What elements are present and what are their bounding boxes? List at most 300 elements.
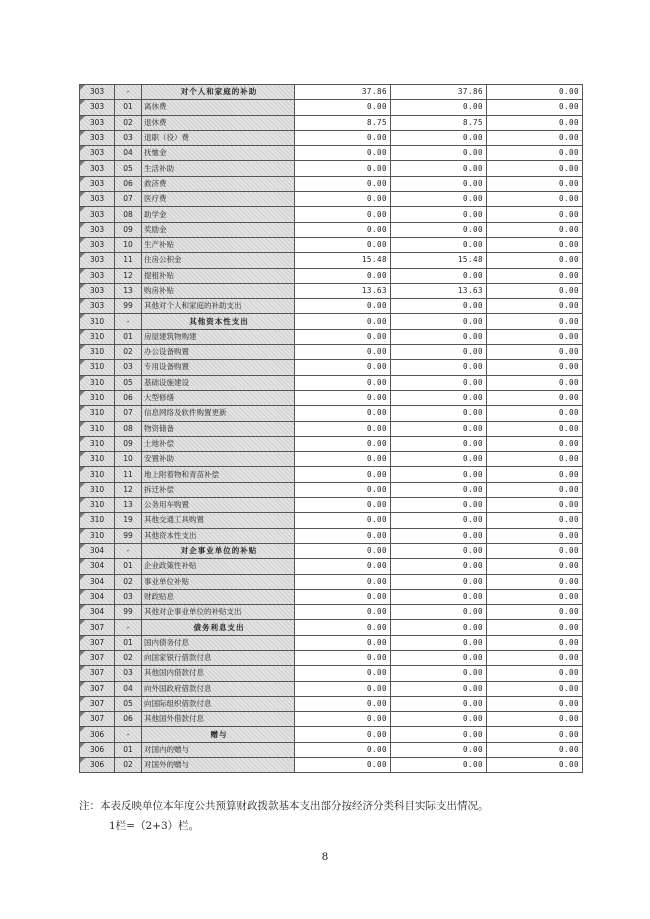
cell-personnel: 0.00 <box>391 237 487 252</box>
cell-total: 0.00 <box>295 528 391 543</box>
page-number: 8 <box>321 851 329 863</box>
cell-item-name: 生产补贴 <box>142 237 295 252</box>
cell-subcode: 04 <box>115 681 142 696</box>
cell-public: 0.00 <box>487 253 583 268</box>
cell-subcode: 01 <box>115 742 142 757</box>
cell-subcode: 03 <box>115 666 142 681</box>
table-row <box>80 467 583 482</box>
cell-public: 0.00 <box>487 543 583 558</box>
cell-personnel: 0.00 <box>391 742 487 757</box>
table-row <box>80 390 583 405</box>
cell-subcode: 09 <box>115 222 142 237</box>
cell-personnel: 0.00 <box>391 681 487 696</box>
cell-public: 0.00 <box>487 161 583 176</box>
cell-personnel: 15.48 <box>391 253 487 268</box>
cell-item-name: 对企事业单位的补贴 <box>142 543 295 558</box>
cell-subcode: - <box>115 543 142 558</box>
cell-code: 304 <box>80 543 115 558</box>
cell-total: 15.48 <box>295 253 391 268</box>
cell-code: 310 <box>80 329 115 344</box>
table-row <box>80 605 583 620</box>
cell-item-name: 离休费 <box>142 100 295 115</box>
cell-personnel: 0.00 <box>391 559 487 574</box>
cell-personnel: 0.00 <box>391 146 487 161</box>
cell-public: 0.00 <box>487 467 583 482</box>
cell-subcode: 06 <box>115 712 142 727</box>
cell-personnel: 0.00 <box>391 406 487 421</box>
cell-public: 0.00 <box>487 605 583 620</box>
cell-subcode: 02 <box>115 574 142 589</box>
cell-public: 0.00 <box>487 696 583 711</box>
table-row <box>80 176 583 191</box>
table-row <box>80 406 583 421</box>
table-row <box>80 115 583 130</box>
table-row <box>80 635 583 650</box>
table-row <box>80 222 583 237</box>
cell-personnel: 37.86 <box>391 85 487 100</box>
table-row <box>80 436 583 451</box>
cell-personnel: 0.00 <box>391 650 487 665</box>
cell-subcode: - <box>115 85 142 100</box>
table-row <box>80 498 583 513</box>
cell-personnel: 0.00 <box>391 574 487 589</box>
cell-item-name: 赠与 <box>142 727 295 742</box>
cell-total: 0.00 <box>295 176 391 191</box>
table-row <box>80 161 583 176</box>
cell-total: 0.00 <box>295 161 391 176</box>
cell-code: 303 <box>80 115 115 130</box>
cell-item-name: 财政贴息 <box>142 589 295 604</box>
table-row <box>80 146 583 161</box>
cell-personnel: 0.00 <box>391 329 487 344</box>
cell-code: 303 <box>80 130 115 145</box>
cell-total: 0.00 <box>295 345 391 360</box>
cell-item-name: 其他国外借款付息 <box>142 712 295 727</box>
cell-subcode: 03 <box>115 589 142 604</box>
table-row <box>80 589 583 604</box>
cell-code: 310 <box>80 436 115 451</box>
cell-public: 0.00 <box>487 589 583 604</box>
cell-personnel: 0.00 <box>391 176 487 191</box>
cell-item-name: 国内债务付息 <box>142 635 295 650</box>
cell-public: 0.00 <box>487 314 583 329</box>
cell-personnel: 0.00 <box>391 192 487 207</box>
cell-public: 0.00 <box>487 115 583 130</box>
cell-personnel: 0.00 <box>391 268 487 283</box>
table-row <box>80 559 583 574</box>
cell-code: 304 <box>80 589 115 604</box>
table-group-row <box>80 314 583 329</box>
cell-code: 303 <box>80 207 115 222</box>
cell-public: 0.00 <box>487 390 583 405</box>
cell-code: 306 <box>80 758 115 773</box>
cell-code: 307 <box>80 712 115 727</box>
cell-public: 0.00 <box>487 513 583 528</box>
cell-total: 0.00 <box>295 574 391 589</box>
cell-personnel: 0.00 <box>391 727 487 742</box>
cell-subcode: - <box>115 727 142 742</box>
cell-item-name: 其他资本性支出 <box>142 528 295 543</box>
cell-item-name: 对个人和家庭的补助 <box>142 85 295 100</box>
cell-public: 0.00 <box>487 100 583 115</box>
cell-subcode: 13 <box>115 283 142 298</box>
cell-subcode: 10 <box>115 237 142 252</box>
cell-subcode: 03 <box>115 130 142 145</box>
cell-item-name: 债务利息支出 <box>142 620 295 635</box>
cell-public: 0.00 <box>487 222 583 237</box>
cell-public: 0.00 <box>487 345 583 360</box>
table-row <box>80 650 583 665</box>
cell-total: 0.00 <box>295 559 391 574</box>
cell-total: 0.00 <box>295 513 391 528</box>
table-row <box>80 329 583 344</box>
cell-code: 310 <box>80 452 115 467</box>
cell-total: 0.00 <box>295 758 391 773</box>
cell-public: 0.00 <box>487 299 583 314</box>
cell-item-name: 奖励金 <box>142 222 295 237</box>
cell-item-name: 向国际组织借款付息 <box>142 696 295 711</box>
cell-item-name: 安置补助 <box>142 452 295 467</box>
table-row <box>80 758 583 773</box>
table-row <box>80 299 583 314</box>
cell-total: 0.00 <box>295 605 391 620</box>
cell-personnel: 0.00 <box>391 100 487 115</box>
cell-public: 0.00 <box>487 635 583 650</box>
cell-code: 303 <box>80 222 115 237</box>
cell-subcode: 03 <box>115 360 142 375</box>
cell-code: 303 <box>80 146 115 161</box>
cell-code: 303 <box>80 192 115 207</box>
expenditure-table <box>79 84 583 773</box>
cell-total: 0.00 <box>295 146 391 161</box>
cell-code: 310 <box>80 406 115 421</box>
cell-personnel: 0.00 <box>391 161 487 176</box>
cell-subcode: 01 <box>115 559 142 574</box>
cell-item-name: 退职（役）费 <box>142 130 295 145</box>
cell-total: 0.00 <box>295 482 391 497</box>
cell-public: 0.00 <box>487 146 583 161</box>
cell-subcode: 99 <box>115 299 142 314</box>
cell-item-name: 房屋建筑物购建 <box>142 329 295 344</box>
cell-subcode: 02 <box>115 650 142 665</box>
cell-personnel: 0.00 <box>391 452 487 467</box>
cell-subcode: 10 <box>115 452 142 467</box>
cell-personnel: 0.00 <box>391 390 487 405</box>
table-group-row <box>80 543 583 558</box>
cell-code: 310 <box>80 498 115 513</box>
cell-public: 0.00 <box>487 176 583 191</box>
cell-total: 0.00 <box>295 666 391 681</box>
cell-item-name: 助学金 <box>142 207 295 222</box>
cell-personnel: 0.00 <box>391 299 487 314</box>
cell-personnel: 0.00 <box>391 666 487 681</box>
cell-personnel: 0.00 <box>391 543 487 558</box>
cell-code: 304 <box>80 559 115 574</box>
table-row <box>80 712 583 727</box>
cell-total: 8.75 <box>295 115 391 130</box>
cell-personnel: 0.00 <box>391 207 487 222</box>
cell-subcode: 13 <box>115 498 142 513</box>
cell-personnel: 0.00 <box>391 513 487 528</box>
cell-public: 0.00 <box>487 498 583 513</box>
cell-public: 0.00 <box>487 559 583 574</box>
cell-code: 307 <box>80 681 115 696</box>
cell-total: 0.00 <box>295 406 391 421</box>
cell-total: 0.00 <box>295 360 391 375</box>
cell-item-name: 购房补贴 <box>142 283 295 298</box>
cell-subcode: - <box>115 620 142 635</box>
cell-public: 0.00 <box>487 421 583 436</box>
cell-public: 0.00 <box>487 727 583 742</box>
table-group-row <box>80 620 583 635</box>
cell-total: 0.00 <box>295 100 391 115</box>
cell-item-name: 提租补贴 <box>142 268 295 283</box>
cell-personnel: 13.63 <box>391 283 487 298</box>
cell-public: 0.00 <box>487 360 583 375</box>
cell-code: 310 <box>80 345 115 360</box>
cell-item-name: 对国外的赠与 <box>142 758 295 773</box>
cell-personnel: 0.00 <box>391 130 487 145</box>
cell-item-name: 医疗费 <box>142 192 295 207</box>
cell-total: 0.00 <box>295 696 391 711</box>
cell-total: 0.00 <box>295 237 391 252</box>
cell-public: 0.00 <box>487 681 583 696</box>
cell-subcode: 19 <box>115 513 142 528</box>
cell-code: 303 <box>80 237 115 252</box>
table-row <box>80 237 583 252</box>
cell-public: 0.00 <box>487 452 583 467</box>
cell-public: 0.00 <box>487 650 583 665</box>
cell-code: 310 <box>80 528 115 543</box>
cell-subcode: 07 <box>115 406 142 421</box>
cell-total: 0.00 <box>295 742 391 757</box>
cell-personnel: 0.00 <box>391 222 487 237</box>
cell-total: 0.00 <box>295 130 391 145</box>
cell-total: 0.00 <box>295 329 391 344</box>
cell-personnel: 0.00 <box>391 589 487 604</box>
cell-subcode: 02 <box>115 115 142 130</box>
table-row <box>80 666 583 681</box>
cell-subcode: 07 <box>115 192 142 207</box>
cell-public: 0.00 <box>487 712 583 727</box>
cell-code: 310 <box>80 421 115 436</box>
cell-subcode: 99 <box>115 605 142 620</box>
cell-public: 0.00 <box>487 528 583 543</box>
cell-code: 303 <box>80 268 115 283</box>
cell-item-name: 其他国内借款付息 <box>142 666 295 681</box>
cell-item-name: 其他对个人和家庭的补助支出 <box>142 299 295 314</box>
cell-code: 306 <box>80 742 115 757</box>
cell-public: 0.00 <box>487 283 583 298</box>
cell-total: 0.00 <box>295 467 391 482</box>
cell-item-name: 向外国政府借款付息 <box>142 681 295 696</box>
cell-public: 0.00 <box>487 436 583 451</box>
cell-code: 307 <box>80 696 115 711</box>
cell-subcode: 08 <box>115 421 142 436</box>
cell-total: 0.00 <box>295 498 391 513</box>
cell-total: 0.00 <box>295 375 391 390</box>
cell-subcode: 01 <box>115 329 142 344</box>
cell-total: 0.00 <box>295 421 391 436</box>
cell-personnel: 0.00 <box>391 482 487 497</box>
cell-total: 0.00 <box>295 589 391 604</box>
table-row <box>80 100 583 115</box>
cell-item-name: 基础设施建设 <box>142 375 295 390</box>
cell-public: 0.00 <box>487 375 583 390</box>
cell-public: 0.00 <box>487 742 583 757</box>
table-group-row <box>80 727 583 742</box>
cell-subcode: 11 <box>115 253 142 268</box>
cell-subcode: 09 <box>115 436 142 451</box>
cell-total: 0.00 <box>295 192 391 207</box>
table-row <box>80 513 583 528</box>
cell-item-name: 拆迁补偿 <box>142 482 295 497</box>
cell-subcode: 01 <box>115 635 142 650</box>
cell-total: 0.00 <box>295 712 391 727</box>
cell-public: 0.00 <box>487 329 583 344</box>
cell-public: 0.00 <box>487 192 583 207</box>
cell-personnel: 0.00 <box>391 528 487 543</box>
cell-item-name: 住房公积金 <box>142 253 295 268</box>
cell-item-name: 企业政策性补贴 <box>142 559 295 574</box>
cell-item-name: 土地补偿 <box>142 436 295 451</box>
cell-total: 13.63 <box>295 283 391 298</box>
table-row <box>80 452 583 467</box>
cell-public: 0.00 <box>487 85 583 100</box>
cell-subcode: 06 <box>115 390 142 405</box>
cell-personnel: 0.00 <box>391 758 487 773</box>
cell-item-name: 救济费 <box>142 176 295 191</box>
cell-code: 307 <box>80 635 115 650</box>
cell-total: 37.86 <box>295 85 391 100</box>
cell-total: 0.00 <box>295 268 391 283</box>
cell-personnel: 0.00 <box>391 635 487 650</box>
table-row <box>80 360 583 375</box>
cell-total: 0.00 <box>295 681 391 696</box>
cell-personnel: 0.00 <box>391 498 487 513</box>
table-row <box>80 253 583 268</box>
cell-total: 0.00 <box>295 207 391 222</box>
cell-public: 0.00 <box>487 574 583 589</box>
cell-total: 0.00 <box>295 436 391 451</box>
cell-item-name: 地上附着物和青苗补偿 <box>142 467 295 482</box>
cell-code: 307 <box>80 620 115 635</box>
cell-total: 0.00 <box>295 222 391 237</box>
cell-item-name: 办公设备购置 <box>142 345 295 360</box>
cell-code: 303 <box>80 100 115 115</box>
cell-item-name: 物资储备 <box>142 421 295 436</box>
table-note <box>79 796 619 836</box>
cell-subcode: 12 <box>115 268 142 283</box>
cell-personnel: 0.00 <box>391 605 487 620</box>
cell-personnel: 0.00 <box>391 712 487 727</box>
cell-code: 310 <box>80 467 115 482</box>
cell-personnel: 8.75 <box>391 115 487 130</box>
cell-public: 0.00 <box>487 237 583 252</box>
cell-personnel: 0.00 <box>391 436 487 451</box>
cell-item-name: 专用设备购置 <box>142 360 295 375</box>
cell-public: 0.00 <box>487 268 583 283</box>
cell-code: 304 <box>80 574 115 589</box>
table-row <box>80 742 583 757</box>
cell-item-name: 公务用车购置 <box>142 498 295 513</box>
cell-subcode: 05 <box>115 161 142 176</box>
cell-subcode: 99 <box>115 528 142 543</box>
cell-subcode: - <box>115 314 142 329</box>
cell-item-name: 信息网络及软件购置更新 <box>142 406 295 421</box>
cell-subcode: 05 <box>115 375 142 390</box>
cell-personnel: 0.00 <box>391 696 487 711</box>
cell-total: 0.00 <box>295 635 391 650</box>
cell-code: 303 <box>80 176 115 191</box>
cell-total: 0.00 <box>295 314 391 329</box>
table-row <box>80 681 583 696</box>
cell-public: 0.00 <box>487 406 583 421</box>
cell-code: 303 <box>80 253 115 268</box>
table-group-row <box>80 85 583 100</box>
cell-item-name: 其他资本性支出 <box>142 314 295 329</box>
cell-code: 310 <box>80 513 115 528</box>
cell-item-name: 事业单位补贴 <box>142 574 295 589</box>
cell-item-name: 退休费 <box>142 115 295 130</box>
cell-total: 0.00 <box>295 620 391 635</box>
cell-personnel: 0.00 <box>391 314 487 329</box>
cell-personnel: 0.00 <box>391 345 487 360</box>
table-row <box>80 268 583 283</box>
note-line-2: 1栏=（2+3）栏。 <box>109 820 200 832</box>
cell-total: 0.00 <box>295 390 391 405</box>
cell-public: 0.00 <box>487 620 583 635</box>
cell-personnel: 0.00 <box>391 620 487 635</box>
table-body <box>80 85 583 773</box>
cell-code: 307 <box>80 650 115 665</box>
cell-item-name: 向国家银行借款付息 <box>142 650 295 665</box>
table-row <box>80 192 583 207</box>
cell-subcode: 12 <box>115 482 142 497</box>
cell-code: 303 <box>80 283 115 298</box>
cell-total: 0.00 <box>295 727 391 742</box>
table-row <box>80 345 583 360</box>
cell-total: 0.00 <box>295 299 391 314</box>
cell-code: 306 <box>80 727 115 742</box>
cell-personnel: 0.00 <box>391 375 487 390</box>
cell-code: 310 <box>80 375 115 390</box>
cell-code: 303 <box>80 85 115 100</box>
table-row <box>80 283 583 298</box>
cell-subcode: 05 <box>115 696 142 711</box>
cell-item-name: 其他对企事业单位的补贴支出 <box>142 605 295 620</box>
cell-total: 0.00 <box>295 543 391 558</box>
cell-public: 0.00 <box>487 758 583 773</box>
cell-code: 303 <box>80 161 115 176</box>
cell-code: 307 <box>80 666 115 681</box>
cell-public: 0.00 <box>487 482 583 497</box>
cell-code: 304 <box>80 605 115 620</box>
cell-item-name: 大型修缮 <box>142 390 295 405</box>
cell-item-name: 其他交通工具购置 <box>142 513 295 528</box>
cell-item-name: 对国内的赠与 <box>142 742 295 757</box>
note-line-1: 注：本表反映单位本年度公共预算财政拨款基本支出部分按经济分类科目实际支出情况。 <box>79 800 489 812</box>
cell-subcode: 11 <box>115 467 142 482</box>
cell-code: 310 <box>80 482 115 497</box>
cell-public: 0.00 <box>487 666 583 681</box>
cell-code: 310 <box>80 390 115 405</box>
table-row <box>80 207 583 222</box>
cell-subcode: 04 <box>115 146 142 161</box>
cell-subcode: 06 <box>115 176 142 191</box>
cell-subcode: 02 <box>115 345 142 360</box>
cell-subcode: 08 <box>115 207 142 222</box>
